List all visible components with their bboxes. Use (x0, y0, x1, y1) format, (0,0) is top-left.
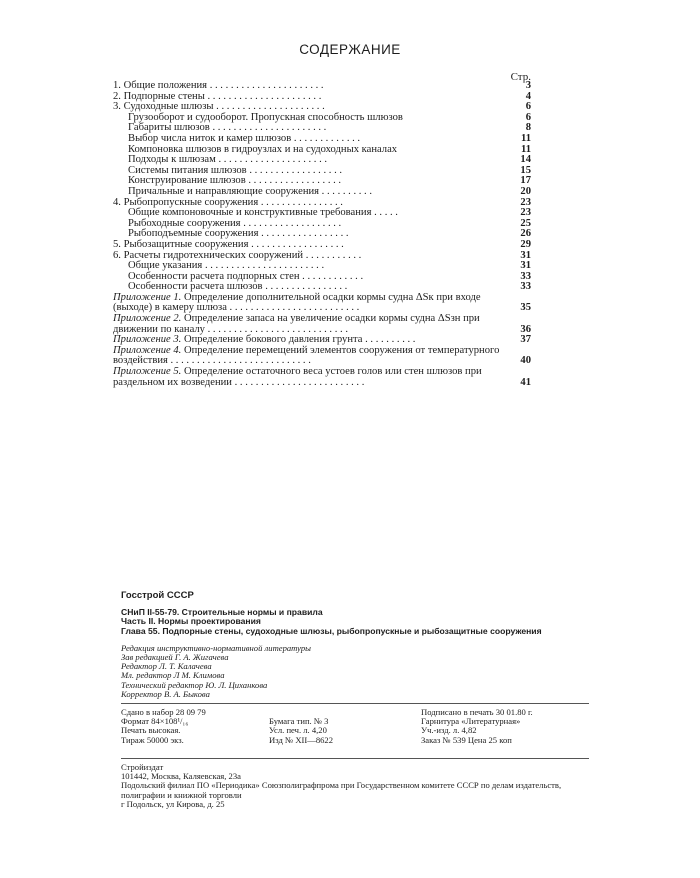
toc-page-number: 26 (520, 228, 531, 240)
table-of-contents (113, 81, 531, 388)
divider (121, 703, 589, 704)
toc-page-number: 31 (520, 249, 531, 261)
toc-entry-label: Приложение 3. (113, 334, 182, 346)
part-title: Часть II. Нормы проектирования (121, 616, 261, 627)
toc-entry-text (113, 367, 505, 388)
toc-entry-title: 1. Общие положения . . . . . . . . . . . . . . . . . . . . . . (113, 80, 324, 91)
imprint (121, 591, 589, 809)
toc-page-number: 33 (520, 281, 531, 293)
toc-entry-title: 5. Рыбозащитные сооружения . . . . . . . . . . . . . . . . . . (113, 238, 344, 250)
toc-entry-title: Причальные и направляющие сооружения . . . . . . . . . . (128, 185, 372, 197)
toc-page-number: 40 (520, 355, 531, 367)
editorial-line: Зав редакцией Г. А. Жигачева (121, 652, 229, 663)
toc-page-number: 11 (520, 143, 531, 155)
toc-page-number: 6 (525, 111, 531, 123)
toc-page-number: 23 (520, 207, 531, 219)
spec-line: Бумага тип. № 3 (269, 716, 329, 727)
divider (121, 758, 589, 759)
toc-entry-title: 3. Судоходные шлюзы . . . . . . . . . . . . . . . . . . . . . (113, 101, 325, 113)
publisher-line: Стройиздат (121, 762, 164, 773)
toc-entry-title: Особенности расчета шлюзов . . . . . . . . . . . . . . . . (128, 281, 348, 293)
spec-line: Подписано в печать 30 01.80 г. (421, 707, 533, 718)
org-name: Госстрой СССР (121, 590, 194, 601)
toc-entry-title: Определение запаса на увеличение осадки кормы судна ΔSзн при движении по каналу . . . . . . . . . . . . . . . . . . . . . . . . . . . (113, 313, 483, 335)
toc-page-number: 17 (520, 175, 531, 187)
toc-page-number: 4 (525, 90, 531, 102)
toc-page-number: 36 (520, 323, 531, 335)
print-specs (121, 708, 589, 754)
toc-page-number: 20 (520, 185, 531, 197)
spec-line: Тираж 50000 экз. (121, 734, 184, 745)
toc-entry (113, 314, 531, 335)
toc-entry-title: 4. Рыбопропускные сооружения . . . . . . . . . . . . . . . . (113, 196, 343, 208)
page-title: СОДЕРЖАНИЕ (299, 42, 401, 57)
toc-page-number: 11 (520, 132, 531, 144)
editorial-line: Редакция инструктивно-нормативной литературы (121, 642, 311, 653)
publisher-block (121, 763, 589, 809)
toc-page-number: 35 (520, 302, 531, 314)
toc-entry-text (113, 293, 505, 314)
editorial-line: Редактор Л. Т. Калачева (121, 661, 212, 672)
toc-entry (113, 293, 531, 314)
toc-entry (113, 346, 531, 367)
toc-entry-title: Грузооборот и судооборот. Пропускная способность шлюзов (128, 111, 403, 123)
toc-entry-label: Приложение 2. (113, 313, 182, 325)
toc-entry-title: Выбор числа ниток и камер шлюзов . . . . . . . . . . . . . (128, 132, 361, 144)
page-column-header: Стр. (510, 71, 531, 83)
toc-page-number: 29 (520, 238, 531, 250)
toc-entry-title: Определение перемещений элементов сооружения от температурного воздействия . . . . . . . . . . . . . . . . . . . . . . . . . . . (113, 344, 503, 367)
spec-line: Сдано в набор 28 09 79 (121, 707, 206, 718)
toc-page-number: 25 (520, 217, 531, 229)
toc-entry-title: Подходы к шлюзам . . . . . . . . . . . . . . . . . . . . . (128, 154, 328, 166)
toc-entry-label: Приложение 5. (113, 366, 182, 378)
toc-entry (113, 367, 531, 388)
toc-page-number: 3 (525, 80, 531, 91)
toc-entry-title: 6. Расчеты гидротехнических сооружений . . . . . . . . . . . (113, 249, 362, 261)
toc-entry-title: Общие компоновочные и конструктивные требования . . . . . (128, 207, 398, 219)
toc-entry-title: Конструирование шлюзов . . . . . . . . . . . . . . . . . . (128, 175, 342, 187)
toc-entry-label: Приложение 4. (113, 344, 182, 356)
toc-entry-title: Рыбоподъемные сооружения . . . . . . . . . . . . . . . . . (128, 228, 349, 240)
editorial-line: Мл. редактор Л М. Климова (121, 670, 225, 681)
publisher-line: 101442, Москва, Каляевская, 23а (121, 771, 241, 782)
toc-entry-title: Компоновка шлюзов в гидроузлах и на судоходных каналах (128, 143, 398, 155)
editorial-line: Корректор В. А. Быкова (121, 688, 210, 699)
publisher-line: Подольский филиал ПО «Периодика» Союзполиграфпрома при Государственном комитете СССР по делам издательств, полиграфии и книжной торговли (121, 780, 562, 800)
toc-entry-title: Габариты шлюзов . . . . . . . . . . . . . . . . . . . . . . (128, 122, 327, 134)
toc-page-number: 14 (520, 154, 531, 166)
toc-entry-title: 2. Подпорные стены . . . . . . . . . . . . . . . . . . . . . . (113, 90, 322, 102)
snip-title: СНиП II-55-79. Строительные нормы и правила (121, 607, 323, 618)
toc-entry-title: Общие указания . . . . . . . . . . . . . . . . . . . . . . . (128, 260, 325, 272)
toc-page-number: 23 (520, 196, 531, 208)
editorial-line: Технический редактор Ю. Л. Циханкова (121, 679, 268, 690)
spec-line: Печать высокая. (121, 725, 181, 736)
toc-page-number: 33 (520, 270, 531, 282)
toc-entry-title: Системы питания шлюзов . . . . . . . . . . . . . . . . . . (128, 164, 343, 176)
spec-line: Усл. печ. л. 4,20 (269, 725, 327, 736)
chapter-title: Глава 55. Подпорные стены, судоходные шлюзы, рыбопропускные и рыбозащитные сооружения (121, 625, 542, 636)
spec-line: Уч.-изд. л. 4,82 (421, 725, 477, 736)
toc-entry-title: Особенности расчета подпорных стен . . . . . . . . . . . . (128, 270, 364, 282)
toc-page-number: 15 (520, 164, 531, 176)
spec-line: Изд № XII—8622 (269, 734, 334, 745)
toc-page-number: 31 (520, 260, 531, 272)
spec-line: Заказ № 539 Цена 25 коп (421, 734, 512, 745)
toc-entry-title: Определение дополнительной осадки кормы судна ΔSк при входе (выходе) в камеру шлюза . . . . . . . . . . . . . . . . . . . . . . . . . (113, 291, 484, 314)
toc-page-number: 8 (525, 122, 531, 134)
toc-entry-title: Определение бокового давления грунта . . . . . . . . . . (181, 334, 416, 346)
toc-entry-label: Приложение 1. (113, 291, 182, 303)
toc-page-number: 37 (520, 334, 531, 346)
toc-entry-text (113, 314, 505, 335)
toc-entry-title: Рыбоходные сооружения . . . . . . . . . . . . . . . . . . . (128, 217, 342, 229)
spec-line: Гарнитура «Литературная» (421, 716, 521, 727)
toc-entry-text (113, 346, 505, 367)
publisher-line: г Подольск, ул Кирова, д. 25 (121, 798, 225, 809)
toc-page-number: 41 (520, 376, 531, 388)
toc-entry-title: Определение остаточного веса устоев голов или стен шлюзов при раздельном их возведении . . . . . . . . . . . . . . . . . . . . . . . . . (113, 366, 485, 388)
spec-line: Формат 84×108¹/₁₆ (121, 716, 189, 727)
toc-page-number: 6 (525, 101, 531, 113)
